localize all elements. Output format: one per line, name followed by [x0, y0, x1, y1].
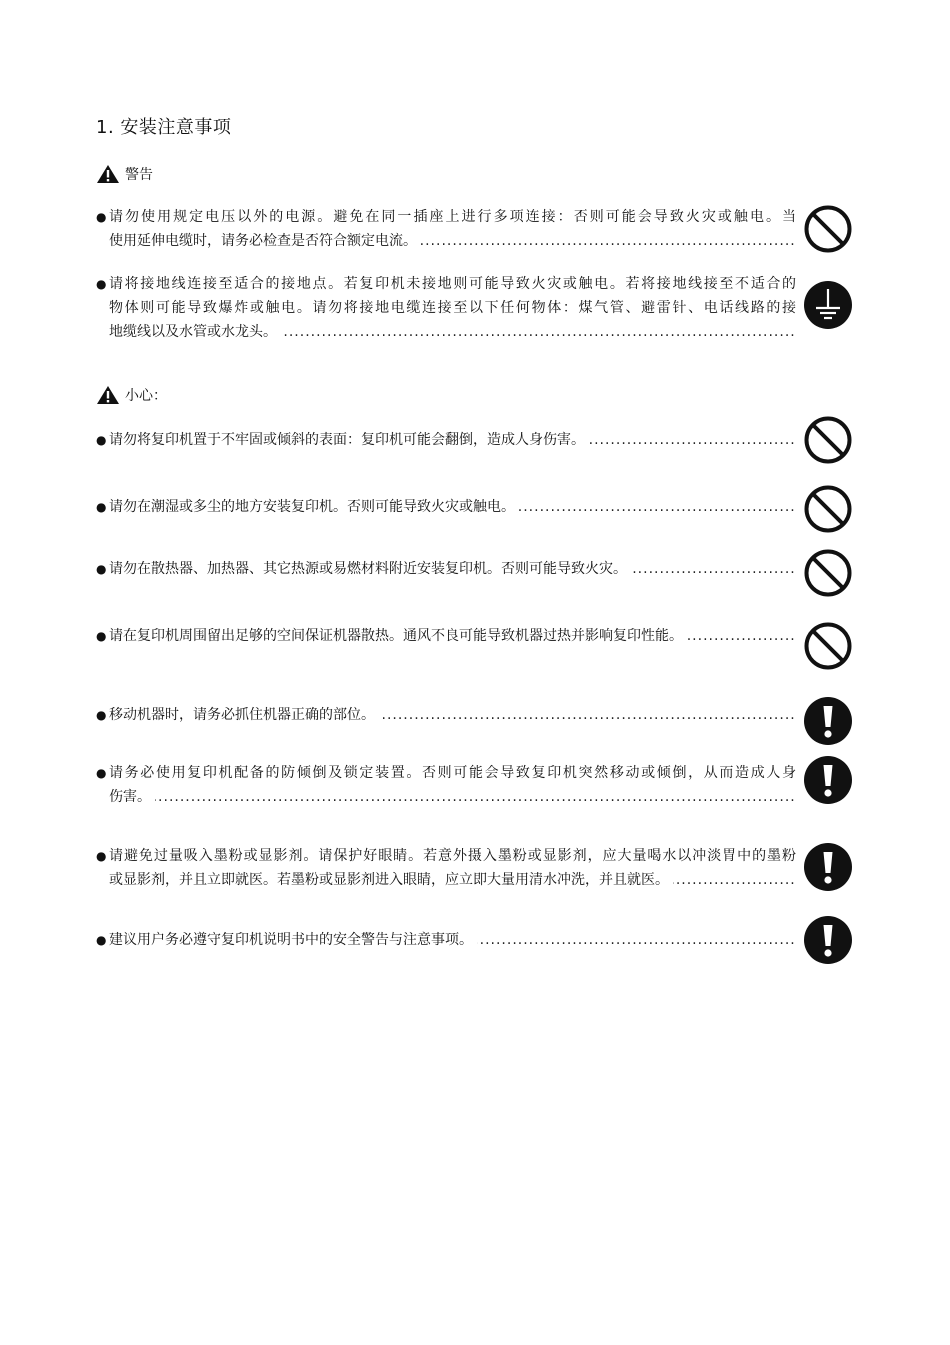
text-line-leader: 请在复印机周围留出足够的空间保证机器散热。通风不良可能导致机器过热并影响复印性能。 ..... — [109, 624, 796, 648]
caution-heading — [96, 385, 167, 405]
mandatory-icon — [804, 843, 852, 891]
bullet: ● — [96, 277, 107, 291]
bullet: ● — [96, 933, 107, 947]
bullet: ● — [96, 562, 107, 576]
text-line: 物体则可能导致爆炸或触电。请勿将接地电缆连接至以下任何物体：煤气管、避雷针、电话线路的接 — [109, 300, 796, 316]
bullet: ● — [96, 708, 107, 722]
caution-item — [96, 557, 796, 581]
text-line-leader: 伤害。 ..... — [109, 785, 796, 809]
bullet: ● — [96, 210, 107, 224]
caution-item-text — [109, 495, 796, 519]
warning-heading-label: 警告 — [125, 167, 153, 183]
text-line-leader: 请勿将复印机置于不牢固或倾斜的表面：复印机可能会翻倒，造成人身伤害。 ..... — [109, 428, 796, 452]
warning-heading — [96, 164, 153, 184]
warning-item — [96, 205, 796, 253]
page-title: 1. 安装注意事项 — [96, 117, 232, 138]
warning-triangle-icon — [96, 385, 120, 405]
prohibition-icon — [804, 622, 852, 670]
warning-item-text — [109, 205, 796, 253]
text-line-leader: 移动机器时，请务必抓住机器正确的部位。 ..... — [109, 703, 796, 727]
caution-item — [96, 703, 796, 727]
text-line: 请将接地线连接至适合的接地点。若复印机未接地则可能导致火灾或触电。若将接地线接至不适合的 — [109, 276, 796, 292]
prohibition-icon — [804, 485, 852, 533]
bullet: ● — [96, 766, 107, 780]
bullet: ● — [96, 433, 107, 447]
caution-item-text — [109, 557, 796, 581]
caution-item-text — [109, 428, 796, 452]
text-line-leader: 或显影剂，并且立即就医。若墨粉或显影剂进入眼睛，应立即大量用清水冲洗，并且就医。 ..... — [109, 868, 796, 892]
text-line-leader: 请勿在潮湿或多尘的地方安装复印机。否则可能导致火灾或触电。 ..... — [109, 495, 796, 519]
text-line-leader: 请勿在散热器、加热器、其它热源或易燃材料附近安装复印机。否则可能导致火灾。 ..... — [109, 557, 796, 581]
caution-item-text — [109, 844, 796, 892]
caution-item — [96, 928, 796, 952]
text-line-leader: 使用延伸电缆时，请务必检查是否符合额定电流。 ..... — [109, 229, 796, 253]
prohibition-icon — [804, 416, 852, 464]
mandatory-icon — [804, 756, 852, 804]
caution-item — [96, 428, 796, 452]
caution-item-text — [109, 761, 796, 809]
caution-item — [96, 495, 796, 519]
caution-item-text — [109, 703, 796, 727]
text-line-leader: 地缆线以及水管或水龙头。 ..... — [109, 320, 796, 344]
prohibition-icon — [804, 549, 852, 597]
caution-item — [96, 761, 796, 809]
mandatory-icon — [804, 916, 852, 964]
warning-item — [96, 272, 796, 344]
caution-item — [96, 624, 796, 648]
text-line: 请务必使用复印机配备的防倾倒及锁定装置。否则可能会导致复印机突然移动或倾倒，从而造成人身 — [109, 765, 796, 781]
prohibition-icon — [804, 205, 852, 253]
warning-item-text — [109, 272, 796, 344]
text-line: 请勿使用规定电压以外的电源。避免在同一插座上进行多项连接：否则可能会导致火灾或触电。当 — [109, 209, 796, 225]
bullet: ● — [96, 849, 107, 863]
caution-item — [96, 844, 796, 892]
mandatory-icon — [804, 697, 852, 745]
caution-item-text — [109, 928, 796, 952]
caution-heading-label: 小心： — [125, 388, 167, 404]
caution-item-text — [109, 624, 796, 648]
bullet: ● — [96, 500, 107, 514]
ground-icon — [804, 281, 852, 329]
warning-triangle-icon — [96, 164, 120, 184]
bullet: ● — [96, 629, 107, 643]
text-line: 请避免过量吸入墨粉或显影剂。请保护好眼睛。若意外摄入墨粉或显影剂，应大量喝水以冲淡胃中的墨粉 — [109, 848, 796, 864]
text-line-leader: 建议用户务必遵守复印机说明书中的安全警告与注意事项。 ..... — [109, 928, 796, 952]
